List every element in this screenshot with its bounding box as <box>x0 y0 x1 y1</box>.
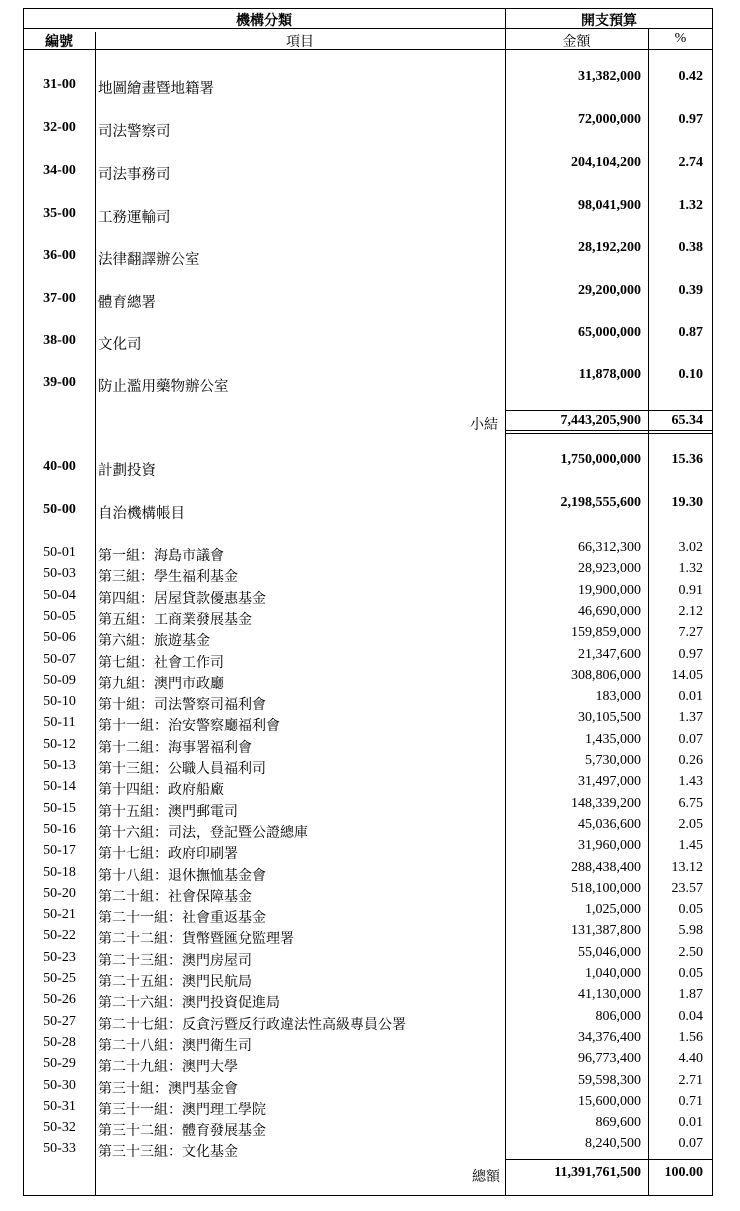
sub_rows-name: 第五組：工商業發展基金 <box>98 612 252 628</box>
subtotal-amount: 7,443,205,900 <box>560 413 641 428</box>
main_rows-code: 37-00 <box>43 291 76 306</box>
sub_rows-amount: 183,000 <box>595 689 641 705</box>
mid_rows-amount: 2,198,555,600 <box>560 495 641 510</box>
mid_rows-code: 50-00 <box>43 502 76 517</box>
subtotal-bottom-line <box>505 430 713 431</box>
sub_rows-amount: 159,859,000 <box>571 625 641 641</box>
sub_rows-name: 第十組：司法警察司福利會 <box>98 698 266 714</box>
sub_rows-name: 第十四組：政府船廠 <box>98 783 224 799</box>
main_rows-name: 司法事務司 <box>98 167 171 183</box>
main_rows-amount: 72,000,000 <box>578 112 641 127</box>
sub_rows-percent: 2.50 <box>678 944 703 960</box>
sub_rows-name: 第十八組：退休撫恤基金會 <box>98 868 266 884</box>
sub_rows-percent: 13.12 <box>671 859 703 875</box>
main_rows-amount: 65,000,000 <box>578 325 641 340</box>
sub_rows-code: 50-21 <box>43 907 76 923</box>
main_rows-code: 31-00 <box>43 77 76 92</box>
main_rows-code: 32-00 <box>43 120 76 135</box>
sub_rows-percent: 0.07 <box>678 1136 703 1152</box>
main_rows-name: 防止濫用藥物辦公室 <box>98 379 229 395</box>
main_rows-name: 工務運輸司 <box>98 210 171 226</box>
col-header-amount: 金額 <box>562 35 591 50</box>
sub_rows-name: 第六組：旅遊基金 <box>98 634 210 650</box>
sub_rows-code: 50-13 <box>43 758 76 773</box>
main_rows-percent: 0.42 <box>678 69 703 84</box>
sub_rows-percent: 6.75 <box>678 795 703 811</box>
sub_rows-code: 50-14 <box>43 779 76 795</box>
sub_rows-code: 50-32 <box>43 1120 76 1136</box>
total-percent: 100.00 <box>664 1165 703 1180</box>
sub_rows-amount: 5,730,000 <box>585 753 641 768</box>
total-amount: 11,391,761,500 <box>554 1165 641 1180</box>
sub_rows-percent: 1.32 <box>678 561 703 577</box>
sub_rows-name: 第二十六組：澳門投資促進局 <box>98 996 280 1012</box>
sub_rows-code: 50-15 <box>43 800 76 816</box>
sub_rows-name: 第二十九組：澳門大學 <box>98 1060 238 1076</box>
main_rows-amount: 31,382,000 <box>578 69 641 84</box>
subtotal-percent: 65.34 <box>671 413 703 428</box>
main_rows-name: 體育總署 <box>98 295 156 311</box>
sub_rows-name: 第三十三組：文化基金 <box>98 1145 238 1161</box>
sub_rows-name: 第二十八組：澳門衛生司 <box>98 1038 252 1054</box>
col-divider-items <box>505 8 506 1195</box>
subtotal-bottom-line-2 <box>505 433 713 434</box>
sub_rows-amount: 8,240,500 <box>585 1136 641 1152</box>
sub_rows-percent: 4.40 <box>678 1051 703 1067</box>
sub_rows-amount: 869,600 <box>595 1115 641 1131</box>
sub_rows-name: 第一組：海島市議會 <box>98 549 224 564</box>
sub_rows-name: 第十七組：政府印刷署 <box>98 847 238 863</box>
sub_rows-percent: 1.56 <box>678 1029 703 1045</box>
sub_rows-name: 第九組：澳門市政廳 <box>98 676 224 692</box>
sub_rows-name: 第三十組：澳門基金會 <box>98 1081 238 1097</box>
main_rows-amount: 11,878,000 <box>578 367 641 382</box>
sub_rows-code: 50-25 <box>43 971 76 986</box>
sub_rows-name: 第十二組：海事署福利會 <box>98 740 252 756</box>
main_rows-percent: 0.10 <box>678 367 703 382</box>
sub_rows-percent: 0.05 <box>678 902 703 918</box>
sub_rows-percent: 0.97 <box>678 646 703 662</box>
sub_rows-percent: 0.26 <box>678 753 703 768</box>
main_rows-code: 35-00 <box>43 206 76 221</box>
sub_rows-amount: 1,435,000 <box>585 731 641 747</box>
main_rows-code: 38-00 <box>43 333 76 348</box>
sub_rows-name: 第七組：社會工作司 <box>98 655 224 671</box>
subtotal-label: 小結 <box>470 418 498 433</box>
sub_rows-code: 50-10 <box>43 694 76 710</box>
sub_rows-name: 第十一組：治安警察廳福利會 <box>98 719 280 735</box>
sub_rows-code: 50-01 <box>43 545 76 560</box>
sub_rows-percent: 3.02 <box>678 540 703 555</box>
sub_rows-code: 50-18 <box>43 864 76 880</box>
sub_rows-percent: 1.37 <box>678 710 703 726</box>
sub_rows-amount: 19,900,000 <box>578 582 641 598</box>
col-header-item: 項目 <box>286 35 314 50</box>
sub_rows-amount: 96,773,400 <box>578 1051 641 1067</box>
sub_rows-code: 50-03 <box>43 566 76 582</box>
budget-title: 開支預算 <box>581 14 637 29</box>
sub_rows-amount: 66,312,300 <box>578 540 641 555</box>
sub_rows-amount: 308,806,000 <box>571 667 641 683</box>
sub_rows-percent: 0.71 <box>678 1093 703 1109</box>
sub_rows-percent: 0.04 <box>678 1008 703 1024</box>
sub_rows-code: 50-33 <box>43 1141 76 1157</box>
main_rows-percent: 0.38 <box>678 240 703 255</box>
sub_rows-amount: 28,923,000 <box>578 561 641 577</box>
sub_rows-amount: 30,105,500 <box>578 710 641 726</box>
group-title: 機構分類 <box>236 14 292 29</box>
main_rows-percent: 0.97 <box>678 112 703 127</box>
sub_rows-code: 50-31 <box>43 1098 76 1114</box>
sub_rows-amount: 45,036,600 <box>578 816 641 832</box>
sub_rows-percent: 1.43 <box>678 774 703 790</box>
sub_rows-code: 50-07 <box>43 651 76 667</box>
total-top-line <box>505 1159 713 1160</box>
col-header-percent: % <box>674 31 687 46</box>
col-header-code: 編號 <box>45 35 73 50</box>
sub_rows-percent: 14.05 <box>671 667 703 683</box>
sub_rows-code: 50-20 <box>43 885 76 901</box>
sub_rows-name: 第三十二組：體育發展基金 <box>98 1124 266 1140</box>
sub_rows-name: 第二十組：社會保障基金 <box>98 889 252 905</box>
total-label: 總額 <box>472 1170 500 1185</box>
mid_rows-amount: 1,750,000,000 <box>560 452 641 467</box>
sub_rows-amount: 31,960,000 <box>578 838 641 854</box>
sub_rows-code: 50-30 <box>43 1077 76 1093</box>
sub_rows-name: 第十五組：澳門郵電司 <box>98 804 238 820</box>
main_rows-percent: 1.32 <box>678 198 703 213</box>
main_rows-name: 法律翻譯辦公室 <box>98 252 200 268</box>
sub_rows-percent: 0.07 <box>678 731 703 747</box>
main_rows-name: 文化司 <box>98 337 142 353</box>
main_rows-code: 36-00 <box>43 248 76 263</box>
sub_rows-amount: 131,387,800 <box>571 923 641 939</box>
sub_rows-amount: 1,025,000 <box>585 902 641 918</box>
main_rows-percent: 0.39 <box>678 283 703 298</box>
sub_rows-percent: 0.91 <box>678 582 703 598</box>
main_rows-amount: 28,192,200 <box>578 240 641 255</box>
main_rows-code: 39-00 <box>43 375 76 390</box>
sub_rows-percent: 1.45 <box>678 838 703 854</box>
main_rows-amount: 29,200,000 <box>578 283 641 298</box>
sub_rows-name: 第三十一組：澳門理工學院 <box>98 1102 266 1118</box>
sub_rows-name: 第三組：學生福利基金 <box>98 570 238 586</box>
sub_rows-code: 50-23 <box>43 949 76 965</box>
sub_rows-code: 50-27 <box>43 1013 76 1029</box>
mid_rows-name: 自治機構帳目 <box>98 506 185 522</box>
sub_rows-code: 50-16 <box>43 821 76 837</box>
sub_rows-amount: 518,100,000 <box>571 880 641 896</box>
col-divider-amount <box>648 28 649 1195</box>
main_rows-percent: 2.74 <box>678 155 703 170</box>
sub_rows-name: 第二十七組：反貪污暨反行政違法性高級專員公署 <box>98 1017 406 1033</box>
sub_rows-code: 50-26 <box>43 992 76 1008</box>
main_rows-amount: 204,104,200 <box>571 155 641 170</box>
main_rows-code: 34-00 <box>43 163 76 178</box>
sub_rows-code: 50-04 <box>43 587 76 603</box>
sub_rows-amount: 59,598,300 <box>578 1072 641 1088</box>
sub_rows-code: 50-29 <box>43 1056 76 1072</box>
main_rows-name: 司法警察司 <box>98 124 171 140</box>
subtotal-top-line <box>505 410 713 411</box>
sub_rows-percent: 2.05 <box>678 816 703 832</box>
sub_rows-code: 50-05 <box>43 608 76 624</box>
sub_rows-code: 50-12 <box>43 736 76 752</box>
main_rows-amount: 98,041,900 <box>578 198 641 213</box>
sub_rows-percent: 7.27 <box>678 625 703 641</box>
sub_rows-name: 第二十三組：澳門房屋司 <box>98 953 252 969</box>
sub_rows-code: 50-28 <box>43 1034 76 1050</box>
sub_rows-code: 50-17 <box>43 843 76 859</box>
sub_rows-percent: 2.12 <box>678 603 703 619</box>
sub_rows-code: 50-22 <box>43 928 76 944</box>
sub_rows-code: 50-11 <box>43 715 76 731</box>
sub_rows-amount: 806,000 <box>595 1008 641 1024</box>
main_rows-percent: 0.87 <box>678 325 703 340</box>
sub_rows-name: 第二十一組：社會重返基金 <box>98 911 266 927</box>
sub_rows-name: 第十三組：公職人員福利司 <box>98 762 266 777</box>
mid_rows-name: 計劃投資 <box>98 463 156 479</box>
sub_rows-amount: 148,339,200 <box>571 795 641 811</box>
sub_rows-amount: 1,040,000 <box>585 966 641 981</box>
sub_rows-amount: 46,690,000 <box>578 603 641 619</box>
sub_rows-name: 第十六組：司法，登記暨公證總庫 <box>98 825 308 841</box>
sub_rows-amount: 41,130,000 <box>578 987 641 1003</box>
sub_rows-amount: 288,438,400 <box>571 859 641 875</box>
main_rows-name: 地圖繪畫暨地籍署 <box>98 81 214 97</box>
sub_rows-percent: 5.98 <box>678 923 703 939</box>
sub_rows-name: 第四組：居屋貸款優惠基金 <box>98 591 266 607</box>
sub_rows-amount: 21,347,600 <box>578 646 641 662</box>
sub_rows-percent: 0.01 <box>678 689 703 705</box>
sub_rows-name: 第二十二組：貨幣暨匯兌監理署 <box>98 932 294 948</box>
sub_rows-amount: 15,600,000 <box>578 1093 641 1109</box>
mid_rows-percent: 15.36 <box>671 452 703 467</box>
sub_rows-name: 第二十五組：澳門民航局 <box>98 975 252 990</box>
sub_rows-code: 50-09 <box>43 672 76 688</box>
mid_rows-percent: 19.30 <box>671 495 703 510</box>
sub_rows-percent: 0.05 <box>678 966 703 981</box>
col-divider-code <box>95 32 96 1195</box>
mid_rows-code: 40-00 <box>43 459 76 474</box>
sub_rows-code: 50-06 <box>43 630 76 646</box>
sub_rows-amount: 55,046,000 <box>578 944 641 960</box>
sub_rows-amount: 34,376,400 <box>578 1029 641 1045</box>
sub_rows-percent: 0.01 <box>678 1115 703 1131</box>
sub_rows-amount: 31,497,000 <box>578 774 641 790</box>
sub_rows-percent: 1.87 <box>678 987 703 1003</box>
sub_rows-percent: 23.57 <box>671 880 703 896</box>
sub_rows-percent: 2.71 <box>678 1072 703 1088</box>
